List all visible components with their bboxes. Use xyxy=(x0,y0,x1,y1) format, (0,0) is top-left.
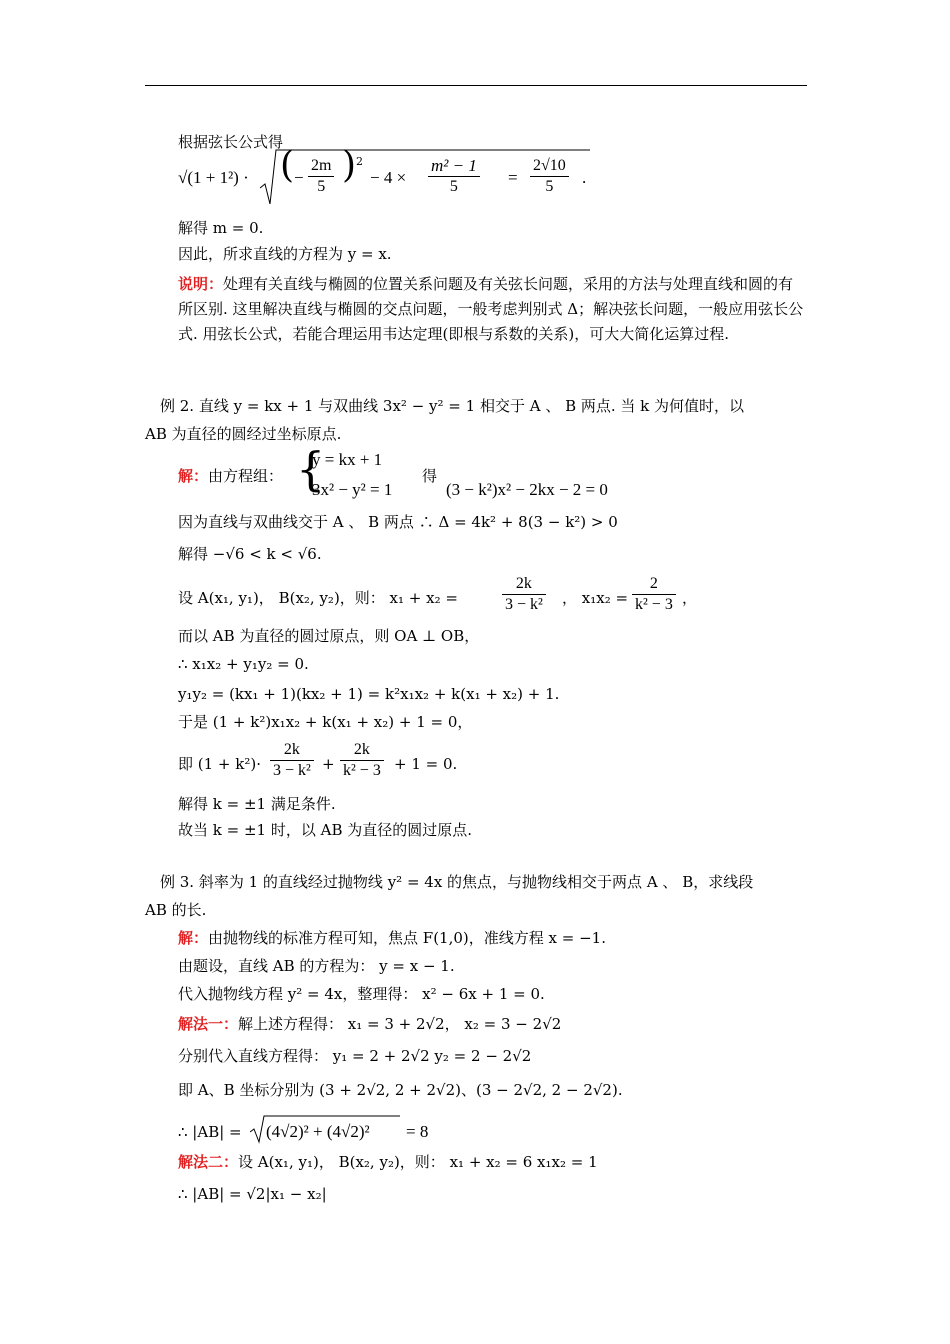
text-line: 分别代入直线方程得： y₁ = 2 + 2√2 y₂ = 2 − 2√2 xyxy=(178,1047,532,1065)
minus-sign: − xyxy=(294,168,304,187)
text-line: 代入抛物线方程 y² = 4x，整理得： x² − 6x + 1 = 0. xyxy=(178,985,545,1003)
equals: = xyxy=(508,168,518,187)
paren-open: ( xyxy=(280,145,295,186)
text: 设 A(x₁, y₁)， B(x₂, y₂)，则： x₁ + x₂ = 6 x₁x₂ = 1 xyxy=(238,1153,598,1171)
text-line: 因此，所求直线的方程为 y = x. xyxy=(178,245,392,263)
text-line xyxy=(178,466,283,486)
text-line: ∴ |AB| = √2|x₁ − x₂| xyxy=(178,1185,327,1203)
fraction-numerator: 2k xyxy=(270,740,314,761)
text-line: 解得 −√6 < k < √6. xyxy=(178,545,322,563)
text: 设 A(x₁, y₁)， B(x₂, y₂)，则： x₁ + x₂ = xyxy=(178,589,458,607)
note-paragraph xyxy=(178,272,808,347)
fraction xyxy=(530,156,569,197)
exponent: 2 xyxy=(356,155,363,168)
fraction-numerator: 2k xyxy=(502,574,546,595)
text-line: 根据弦长公式得 xyxy=(178,133,284,151)
text: ， xyxy=(682,589,698,607)
text: 即 (1 + k²)· xyxy=(178,755,261,773)
text-line: 故当 k = ±1 时，以 AB 为直径的圆过原点. xyxy=(178,821,473,839)
period: . xyxy=(582,168,587,187)
system-eq-1: y = kx + 1 xyxy=(312,450,383,469)
note-label: 说明： xyxy=(178,275,224,293)
note-text: 处理有关直线与椭圆的位置关系问题及有关弦长问题，采用的方法与处理直线和圆的有所区别. 这里解决直线与椭圆的交点问题，一般考虑判别式 Δ；解决弦长问题，一般应用弦长公式. 用弦长公式，若能合理运用韦达定理(即根与系数的关系)，可大大简化运算过程. xyxy=(178,275,804,343)
text: ∴ |AB| = xyxy=(178,1123,242,1141)
text: 解上述方程得： x₁ = 3 + 2√2， x₂ = 3 − 2√2 xyxy=(238,1015,562,1033)
fraction xyxy=(270,740,314,781)
text-line xyxy=(178,928,606,948)
fraction xyxy=(428,156,480,197)
fraction-denominator: 5 xyxy=(449,178,458,195)
system-eq-2: 3x² − y² = 1 xyxy=(312,480,393,499)
paren-close: ) xyxy=(342,145,357,186)
text-line: 因为直线与双曲线交于 A 、 B 两点 ∴ Δ = 4k² + 8(3 − k²) > 0 xyxy=(178,513,618,531)
text-line xyxy=(178,1152,598,1172)
text: = 8 xyxy=(406,1122,429,1141)
method-label: 解法二： xyxy=(178,1153,239,1171)
text-line xyxy=(178,1014,561,1034)
formula-part: − 4 × xyxy=(370,168,407,187)
text: ， x₁x₂ = xyxy=(562,589,629,607)
fraction-numerator: 2m xyxy=(308,156,334,177)
fraction-denominator: k² − 3 xyxy=(343,762,381,779)
fraction-denominator: k² − 3 xyxy=(635,596,673,613)
example-3-title-cont: AB 的长. xyxy=(145,901,207,919)
text: 由方程组： xyxy=(208,467,284,485)
text-line: ∴ x₁x₂ + y₁y₂ = 0. xyxy=(178,655,309,673)
fraction xyxy=(632,574,676,615)
fraction-denominator: 5 xyxy=(545,178,554,195)
text: + xyxy=(322,755,335,773)
fraction-denominator: 5 xyxy=(317,178,326,195)
fraction xyxy=(340,740,384,781)
text-line: y₁y₂ = (kx₁ + 1)(kx₂ + 1) = k²x₁x₂ + k(x₁ + x₂) + 1. xyxy=(178,685,560,703)
text-line: 由题设，直线 AB 的方程为： y = x − 1. xyxy=(178,957,455,975)
header-rule xyxy=(145,85,807,86)
text: + 1 = 0. xyxy=(394,755,458,773)
radicand: (4√2)² + (4√2)² xyxy=(266,1122,370,1141)
fraction-numerator: 2k xyxy=(340,740,384,761)
fraction-numerator: m² − 1 xyxy=(428,156,480,177)
text-line: 即 A、B 坐标分别为 (3 + 2√2, 2 + 2√2)、(3 − 2√2, 2 − 2√2). xyxy=(178,1081,623,1099)
brace: { xyxy=(296,442,326,496)
fraction-denominator: 3 − k² xyxy=(273,762,311,779)
formula-part: √(1 + 1²) · xyxy=(178,168,249,187)
text-line: 解得 k = ±1 满足条件. xyxy=(178,795,336,813)
fraction-numerator: 2√10 xyxy=(530,156,569,177)
example-3-title: 例 3. 斜率为 1 的直线经过抛物线 y² = 4x 的焦点，与抛物线相交于两点 A 、 B，求线段 xyxy=(160,873,754,891)
fraction xyxy=(308,156,334,197)
fraction-denominator: 3 − k² xyxy=(505,596,543,613)
solution-label: 解： xyxy=(178,929,209,947)
equation: (3 − k²)x² − 2kx − 2 = 0 xyxy=(446,480,608,499)
method-label: 解法一： xyxy=(178,1015,239,1033)
example-2-title: 例 2. 直线 y = kx + 1 与双曲线 3x² − y² = 1 相交于 A 、 B 两点. 当 k 为何值时，以 xyxy=(160,397,745,415)
text-line: 于是 (1 + k²)x₁x₂ + k(x₁ + x₂) + 1 = 0， xyxy=(178,713,473,731)
text: 得 xyxy=(422,467,438,485)
fraction-numerator: 2 xyxy=(632,574,676,595)
fraction xyxy=(502,574,546,615)
example-2-title-cont: AB 为直径的圆经过坐标原点. xyxy=(145,425,342,443)
text-line: 解得 m = 0. xyxy=(178,219,264,237)
text: 由抛物线的标准方程可知，焦点 F(1,0)，准线方程 x = −1. xyxy=(208,929,606,947)
text-line: 而以 AB 为直径的圆过原点，则 OA ⊥ OB， xyxy=(178,627,480,645)
solution-label: 解： xyxy=(178,467,209,485)
